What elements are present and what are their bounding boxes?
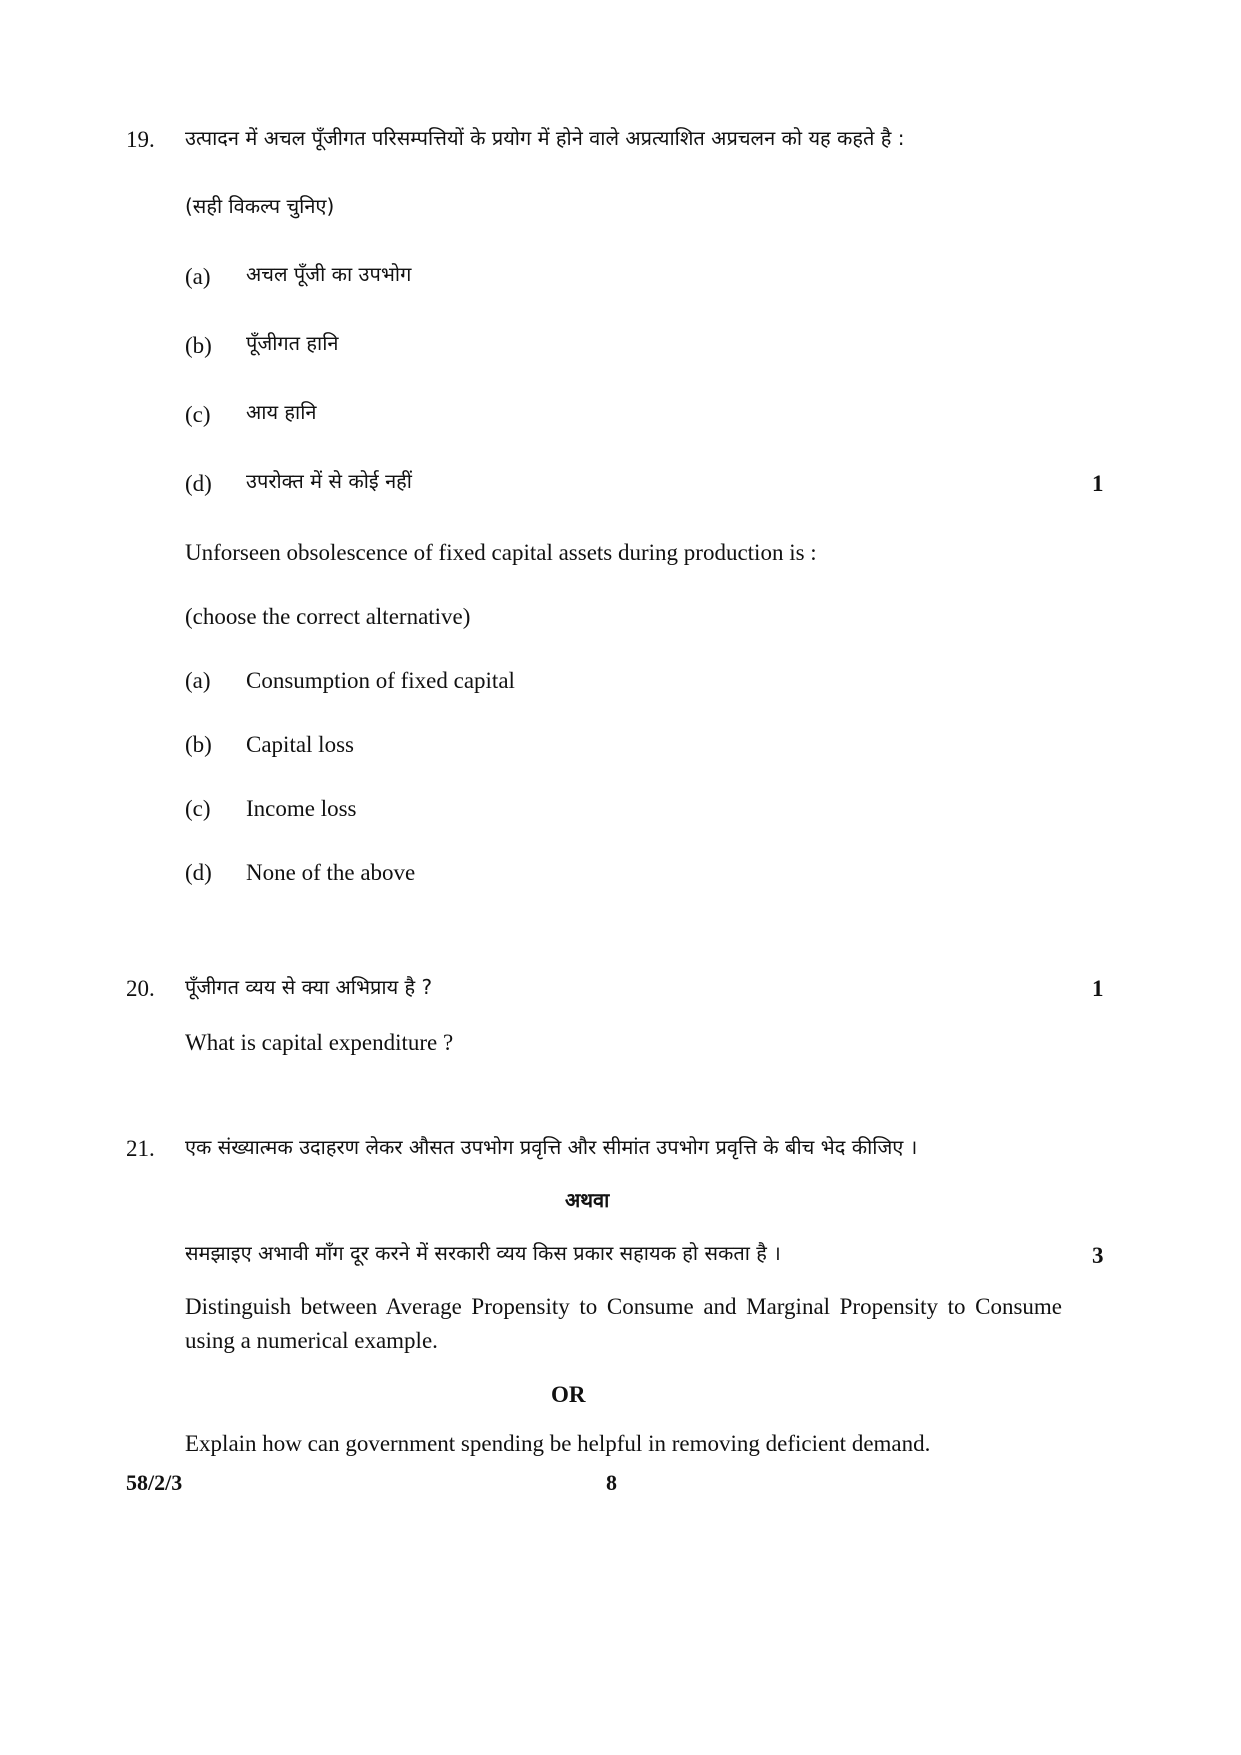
question-text-english: Distinguish between Average Propensity to Consume and Marginal Propensity to Consume using a numerical example. — [185, 1294, 1062, 1353]
question-number: 19. — [126, 127, 155, 152]
option-label: (c) — [185, 796, 211, 821]
instruction-hindi: (सही विकल्प चुनिए) — [185, 194, 335, 218]
option-text-english: Capital loss — [246, 732, 354, 757]
option-text-english: Consumption of fixed capital — [246, 668, 515, 693]
option-text-english: Income loss — [246, 796, 357, 821]
or-divider-english: OR — [551, 1382, 586, 1407]
alternative-question-hindi: समझाइए अभावी माँग दूर करने में सरकारी व्यय किस प्रकार सहायक हो सकता है । — [185, 1241, 781, 1265]
question-text-hindi: उत्पादन में अचल पूँजीगत परिसम्पत्तियों के प्रयोग में होने वाले अप्रत्याशित अप्रचलन को यह कहते है : — [185, 126, 905, 150]
question-number: 21. — [126, 1136, 155, 1161]
question-text-english: Unforseen obsolescence of fixed capital assets during production is : — [185, 540, 817, 565]
option-label: (c) — [185, 402, 211, 427]
marks-value: 1 — [1092, 471, 1104, 496]
option-text-hindi: पूँजीगत हानि — [246, 331, 339, 355]
option-label: (a) — [185, 668, 211, 693]
option-text-hindi: अचल पूँजी का उपभोग — [246, 262, 412, 286]
or-divider-hindi: अथवा — [565, 1188, 610, 1212]
question-text-hindi: पूँजीगत व्यय से क्या अभिप्राय है ? — [185, 975, 433, 999]
option-label: (b) — [185, 732, 212, 757]
option-label: (d) — [185, 471, 212, 496]
option-text-hindi: आय हानि — [246, 400, 317, 424]
marks-value: 3 — [1092, 1243, 1104, 1268]
page-number: 8 — [606, 1470, 617, 1495]
question-text-hindi: एक संख्यात्मक उदाहरण लेकर औसत उपभोग प्रवृत्ति और सीमांत उपभोग प्रवृत्ति के बीच भेद कीजिए । — [185, 1135, 918, 1159]
paper-code: 58/2/3 — [126, 1470, 183, 1495]
alternative-question-english: Explain how can government spending be helpful in removing deficient demand. — [185, 1431, 931, 1456]
instruction-english: (choose the correct alternative) — [185, 604, 471, 629]
option-label: (a) — [185, 264, 211, 289]
marks-value: 1 — [1092, 976, 1104, 1001]
option-label: (d) — [185, 860, 212, 885]
option-label: (b) — [185, 333, 212, 358]
option-text-english: None of the above — [246, 860, 416, 885]
option-text-hindi: उपरोक्त में से कोई नहीं — [246, 469, 412, 493]
question-text-english: What is capital expenditure ? — [185, 1030, 454, 1055]
question-number: 20. — [126, 976, 155, 1001]
